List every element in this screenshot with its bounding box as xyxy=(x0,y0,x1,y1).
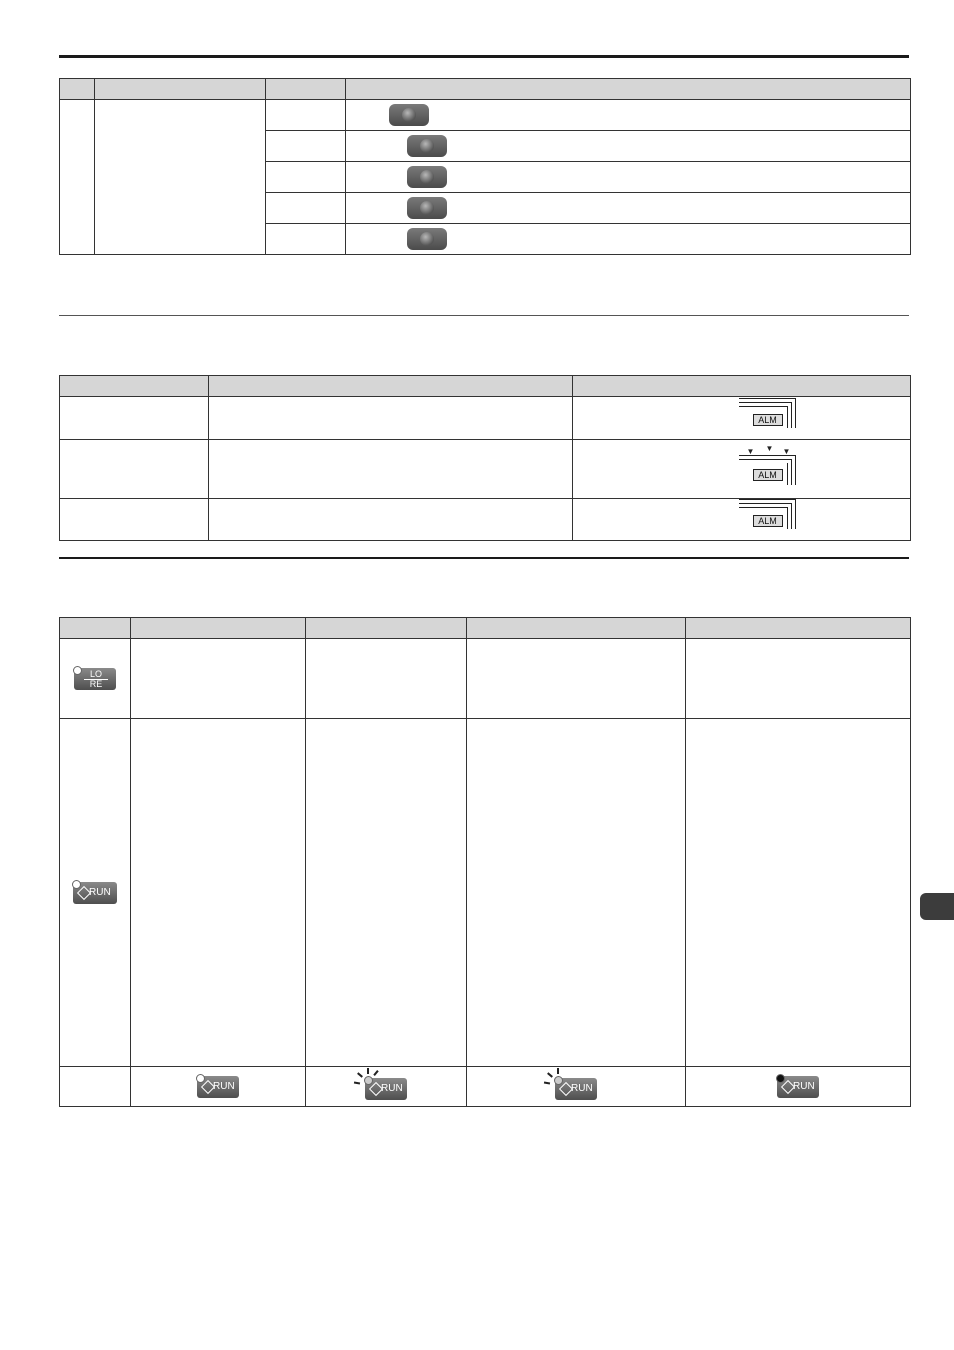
lo-re-button[interactable] xyxy=(74,668,116,690)
round-key-icon xyxy=(407,197,447,219)
key-table xyxy=(59,78,911,255)
top-rule xyxy=(59,55,909,58)
section-rule xyxy=(59,315,909,316)
round-key-icon xyxy=(407,228,447,250)
alm-flashing-indicator-icon: ▼ ▼ ▼ ALM xyxy=(739,447,807,487)
round-key-icon xyxy=(407,166,447,188)
run-button[interactable] xyxy=(73,882,117,904)
chapter-tab xyxy=(920,893,954,920)
run-table xyxy=(59,617,911,1107)
run-led-flashing-icon: RUN xyxy=(365,1078,407,1100)
run-label: RUN xyxy=(89,886,111,898)
alm-label: ALM xyxy=(753,469,783,481)
table-row xyxy=(60,1067,911,1107)
table-row xyxy=(60,397,911,440)
run-led-off-icon: RUN xyxy=(197,1076,239,1098)
table-row xyxy=(60,440,911,499)
re-label: RE xyxy=(89,678,103,689)
alm-indicator-icon xyxy=(739,499,807,535)
section-rule xyxy=(59,557,909,559)
table-row xyxy=(60,499,911,541)
alm-label: ALM xyxy=(753,414,783,426)
key-table-header xyxy=(60,79,911,100)
round-key-icon xyxy=(407,135,447,157)
lo-label: LO xyxy=(84,670,108,680)
table-row xyxy=(60,100,911,131)
table-row xyxy=(60,719,911,1067)
alarm-table xyxy=(59,375,911,541)
round-key-icon xyxy=(389,104,429,126)
alm-label: ALM xyxy=(753,515,783,527)
table-row xyxy=(60,639,911,719)
alm-indicator-icon xyxy=(739,398,807,434)
run-table-header xyxy=(60,618,911,639)
run-led-flashing-icon: RUN xyxy=(555,1078,597,1100)
alarm-table-header xyxy=(60,376,911,397)
run-led-on-icon: RUN xyxy=(777,1076,819,1098)
